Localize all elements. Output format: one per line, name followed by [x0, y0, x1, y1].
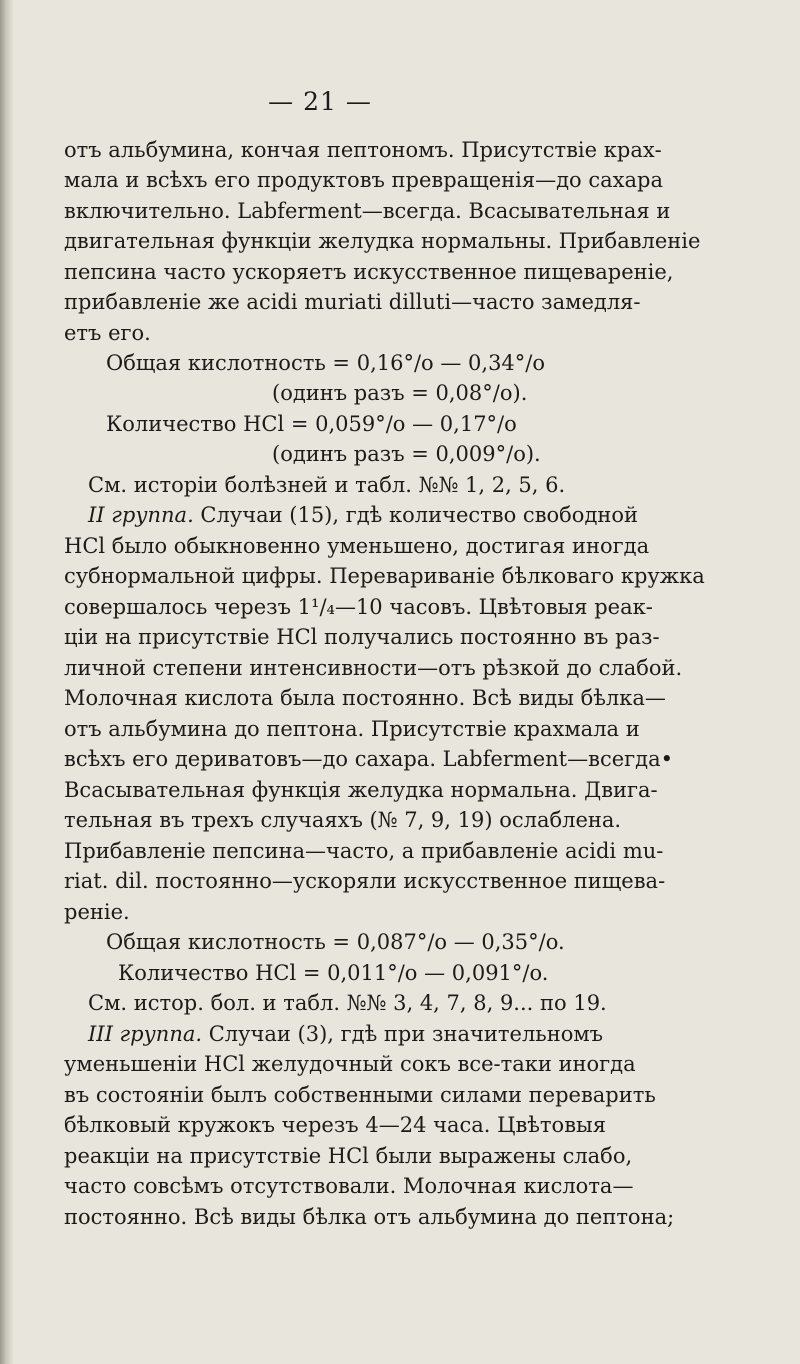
- text-line: двигательная функціи желудка нормальны. Прибавленіе: [64, 229, 701, 253]
- group-heading-text: Случаи (3), гдѣ при значительномъ: [202, 1022, 604, 1046]
- text-line: ціи на присутствіе HCl получались постоянно въ раз-: [64, 625, 660, 649]
- text-line: riat. dil. постоянно—ускоряли искусственное пищева-: [64, 869, 666, 893]
- page-number: — 21 —: [268, 87, 372, 116]
- text-line: реніе.: [64, 900, 130, 924]
- group-heading-line: [88, 502, 638, 528]
- text-line: личной степени интенсивности—отъ рѣзкой до слабой.: [64, 656, 683, 680]
- formula-total-acidity: Общая кислотность = 0,16°/o — 0,34°/o: [106, 351, 546, 375]
- text-line: пепсина часто ускоряетъ искусственное пищевареніе,: [64, 260, 674, 284]
- reference-line: См. исторіи болѣзней и табл. №№ 1, 2, 5, 6.: [88, 473, 566, 497]
- formula-hcl-amount: Количество HCl = 0,059°/o — 0,17°/o: [106, 412, 517, 436]
- text-line: включительно. Labferment—всегда. Всасывательная и: [64, 199, 671, 223]
- group-heading-line: [88, 1021, 603, 1047]
- formula-hcl-amount: Количество HCl = 0,011°/o — 0,091°/o.: [118, 961, 549, 985]
- text-line: етъ его.: [64, 321, 151, 345]
- text-line: прибавленіе же acidi muriati dilluti—часто замедля-: [64, 290, 641, 314]
- text-line: тельная въ трехъ случаяхъ (№ 7, 9, 19) ослаблена.: [64, 808, 622, 832]
- text-line: Прибавленіе пепсина—часто, а прибавленіе acidi mu-: [64, 839, 664, 863]
- text-line: постоянно. Всѣ виды бѣлка отъ альбумина до пептона;: [64, 1205, 675, 1229]
- text-line: въ состояніи былъ собственными силами переварить: [64, 1083, 656, 1107]
- text-line: отъ альбумина до пептона. Присутствіе крахмала и: [64, 717, 640, 741]
- text-line: совершалось черезъ 1¹/₄—10 часовъ. Цвѣтовыя реак-: [64, 595, 653, 619]
- text-line: реакціи на присутствіе HCl были выражены слабо,: [64, 1144, 633, 1168]
- group-heading-text: Случаи (15), гдѣ количество свободной: [193, 503, 639, 527]
- text-line: часто совсѣмъ отсутствовали. Молочная кислота—: [64, 1174, 634, 1198]
- formula-total-acidity: Общая кислотность = 0,087°/o — 0,35°/o.: [106, 930, 565, 954]
- text-line: мала и всѣхъ его продуктовъ превращенія—до сахара: [64, 168, 663, 192]
- reference-line: См. истор. бол. и табл. №№ 3, 4, 7, 8, 9... по 19.: [88, 991, 607, 1015]
- formula-note: (одинъ разъ = 0,009°/o).: [272, 442, 541, 466]
- text-line: Всасывательная функція желудка нормальна. Двига-: [64, 778, 658, 802]
- group-label: II группа.: [88, 503, 194, 527]
- formula-note: (одинъ разъ = 0,08°/o).: [272, 381, 528, 405]
- text-line: субнормальной цифры. Перевариваніе бѣлковаго кружка: [64, 564, 705, 588]
- text-line: HCl было обыкновенно уменьшено, достигая иногда: [64, 534, 650, 558]
- text-line: Молочная кислота была постоянно. Всѣ виды бѣлка—: [64, 686, 666, 710]
- text-line: отъ альбумина, кончая пептономъ. Присутствіе крах-: [64, 138, 662, 162]
- group-label: III группа.: [88, 1022, 203, 1046]
- text-line: уменьшеніи HCl желудочный сокъ все-таки иногда: [64, 1052, 636, 1076]
- text-line: всѣхъ его дериватовъ—до сахара. Labferment—всегда•: [64, 747, 673, 771]
- text-line: бѣлковый кружокъ черезъ 4—24 часа. Цвѣтовыя: [64, 1113, 606, 1137]
